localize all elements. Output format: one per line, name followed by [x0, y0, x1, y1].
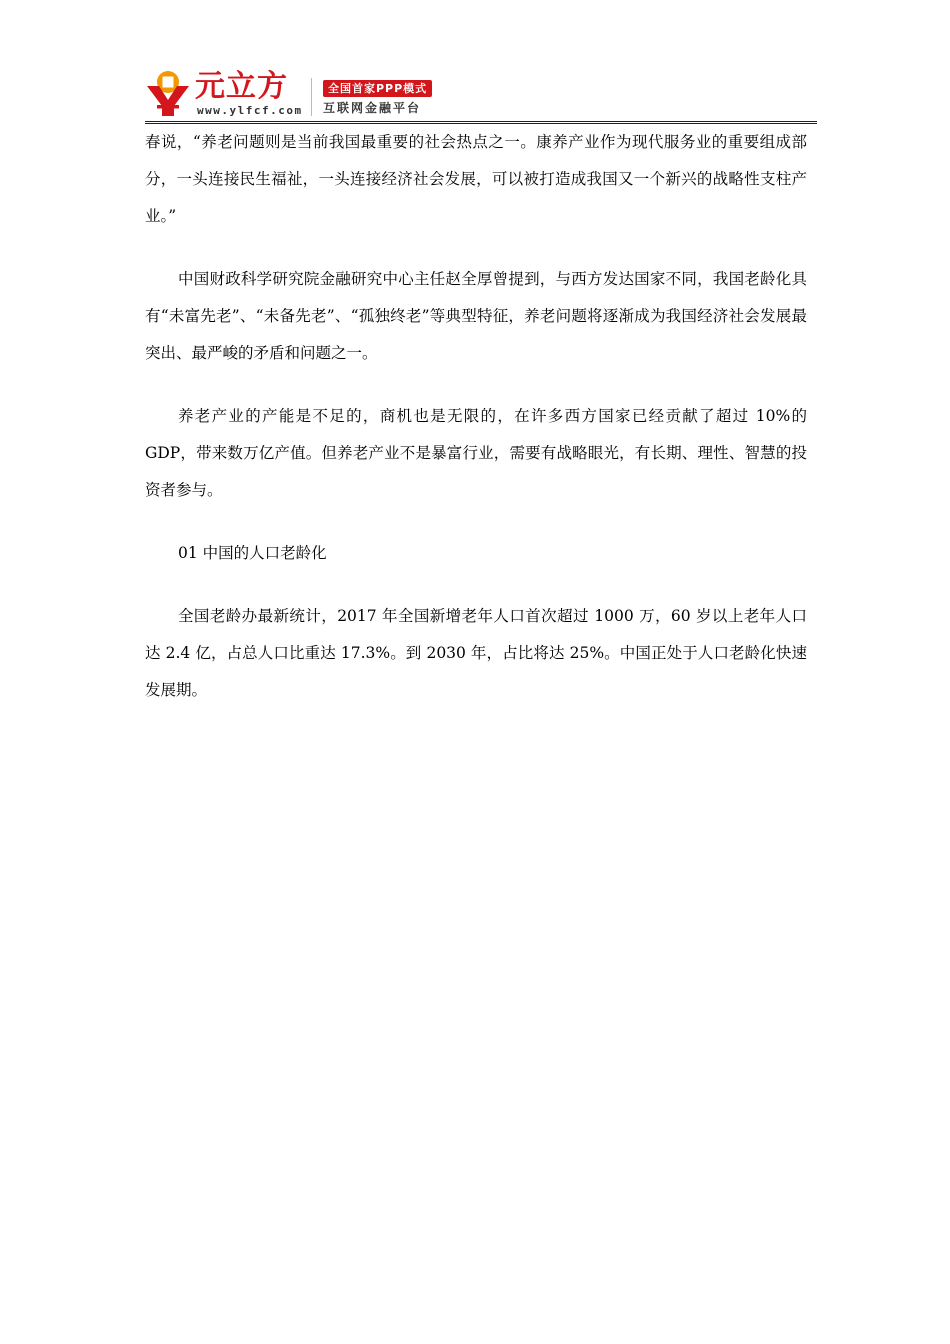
brand-url: www.ylfcf.com — [197, 104, 303, 117]
section-heading: 01 中国的人口老龄化 — [178, 544, 327, 562]
paragraph-aging-features: 中国财政科学研究院金融研究中心主任赵全厚曾提到，与西方发达国家不同，我国老龄化具有“未富先老”、“未备先老”、“孤独终老”等典型特征，养老问题将逐渐成为我国经济社会发展最突出、最严峻的矛盾和问题之一。 — [145, 270, 807, 362]
page-header — [145, 66, 817, 122]
tagline-badge: 全国首家PPP模式 — [323, 80, 432, 97]
paragraph-industry-capacity: 养老产业的产能是不足的，商机也是无限的，在许多西方国家已经贡献了超过 10%的GDP，带来数万亿产值。但养老产业不是暴富行业，需要有战略眼光，有长期、理性、智慧的投资者参与。 — [145, 407, 807, 499]
article-body — [145, 124, 807, 735]
brand-name: 元立方 — [195, 69, 288, 104]
header-divider — [311, 78, 312, 116]
yuanlifang-logo-icon — [145, 68, 191, 118]
tagline-subtitle: 互联网金融平台 — [323, 101, 422, 115]
paragraph-quote: 春说，“养老问题则是当前我国最重要的社会热点之一。康养产业作为现代服务业的重要组成部分，一头连接民生福祉，一头连接经济社会发展，可以被打造成我国又一个新兴的战略性支柱产业。” — [145, 133, 807, 225]
paragraph-statistics: 全国老龄办最新统计，2017 年全国新增老年人口首次超过 1000 万，60 岁以上老年人口达 2.4 亿，占总人口比重达 17.3%。到 2030 年，占比将达 25%。中国正处于人口老龄化快速发展期。 — [145, 607, 807, 699]
